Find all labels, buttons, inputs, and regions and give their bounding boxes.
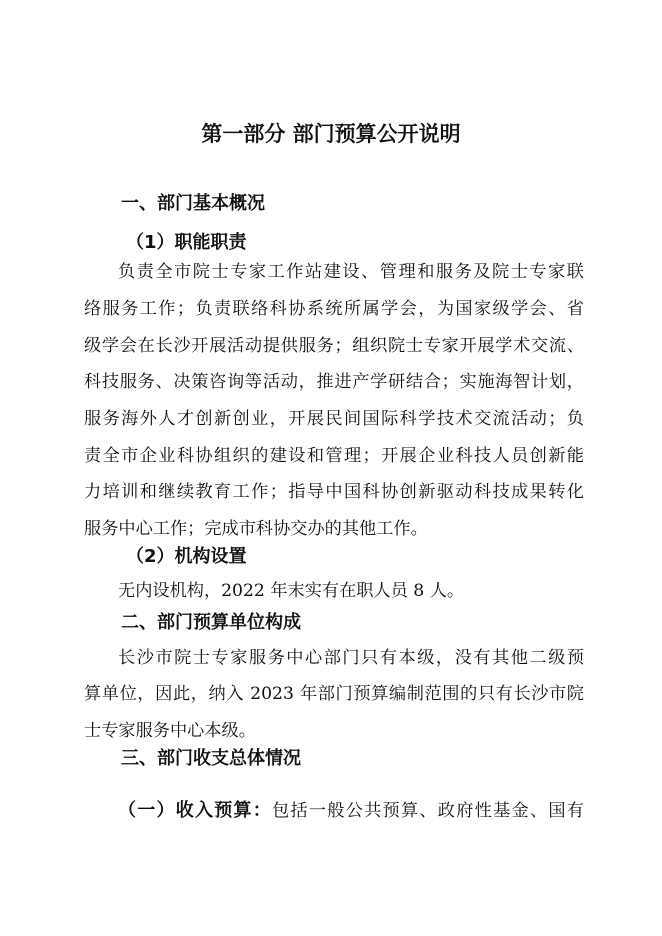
paragraph-line-income-budget: [118, 797, 584, 825]
income-budget-text: 包括一般公共预算、政府性基金、国有: [271, 801, 584, 822]
income-budget-label: （一）收入预算：: [118, 800, 272, 822]
paragraph-line: 级学会在长沙开展活动提供服务；组织院士专家开展学术交流、: [84, 336, 584, 356]
paragraph-line: 算单位，因此，纳入 2023 年部门预算编制范围的只有长沙市院: [84, 684, 584, 704]
document-title: 第一部分 部门预算公开说明: [201, 122, 461, 146]
section-heading-revenue-expenditure: 三、部门收支总体情况: [121, 748, 301, 769]
paragraph-line: 络服务工作；负责联络科协系统所属学会，为国家级学会、省: [84, 299, 584, 319]
section-heading-basic-overview: 一、部门基本概况: [121, 193, 265, 214]
paragraph-line-staff: 无内设机构，2022 年末实有在职人员 8 人。: [118, 581, 465, 601]
paragraph-line: 负责全市院士专家工作站建设、管理和服务及院士专家联: [118, 262, 584, 282]
paragraph-line: 服务中心工作；完成市科协交办的其他工作。: [84, 519, 428, 539]
paragraph-line: 长沙市院士专家服务中心部门只有本级，没有其他二级预: [118, 648, 584, 668]
paragraph-line: 力培训和继续教育工作；指导中国科协创新驱动科技成果转化: [84, 482, 584, 502]
paragraph-line: 科技服务、决策咨询等活动，推进产学研结合；实施海智计划，: [84, 372, 584, 392]
paragraph-line: 士专家服务中心本级。: [84, 721, 256, 741]
paragraph-line: 服务海外人才创新创业，开展民间国际科学技术交流活动；负: [84, 409, 584, 429]
subheading-organization: （2）机构设置: [126, 546, 247, 567]
paragraph-line: 责全市企业科协组织的建设和管理；开展企业科技人员创新能: [84, 446, 584, 466]
section-heading-budget-units: 二、部门预算单位构成: [121, 612, 301, 633]
subheading-duties: （1）职能职责: [126, 232, 247, 253]
